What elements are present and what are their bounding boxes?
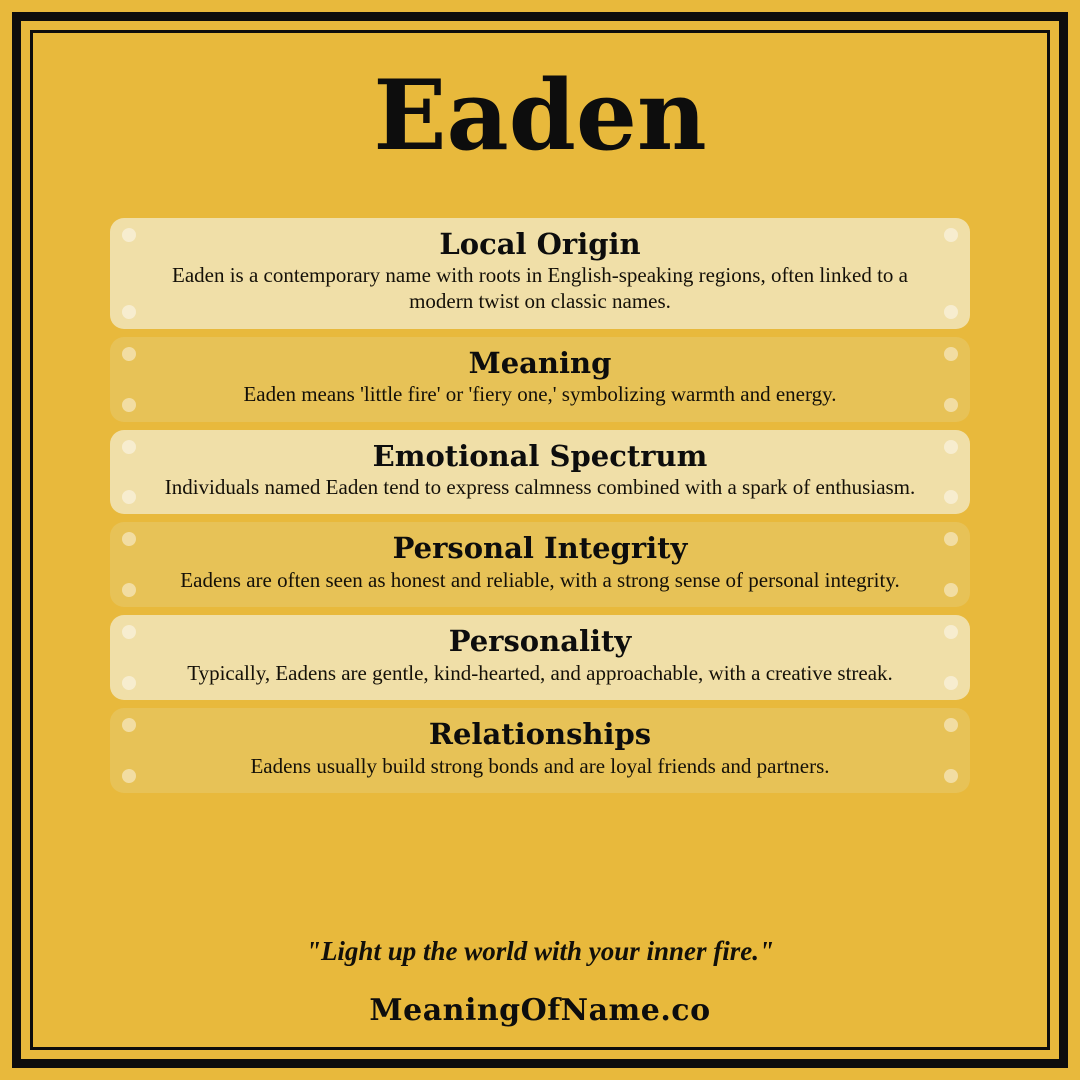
page-title: Eaden	[373, 59, 707, 172]
pin-dot-icon	[944, 532, 958, 546]
section-heading: Relationships	[428, 717, 652, 752]
pin-dot-icon	[122, 305, 136, 319]
section-heading: Emotional Spectrum	[372, 438, 708, 473]
pin-dot-icon	[122, 532, 136, 546]
section-heading: Personality	[448, 624, 632, 659]
pin-dot-icon	[944, 625, 958, 639]
pin-dot-icon	[944, 490, 958, 504]
pin-dot-icon	[122, 583, 136, 597]
pin-dot-icon	[944, 583, 958, 597]
pin-dot-icon	[944, 228, 958, 242]
pin-dot-icon	[944, 718, 958, 732]
section-heading: Personal Integrity	[392, 531, 688, 566]
section-heading: Local Origin	[439, 227, 641, 261]
section-body: Eaden means 'little fire' or 'fiery one,' symbolizing warmth and energy.	[243, 381, 837, 406]
section-card-personal-integrity	[110, 522, 970, 607]
section-body: Eaden is a contemporary name with roots in English-speaking regions, often linked to a modern twist on classic names.	[172, 263, 908, 313]
section-card-personality	[110, 615, 970, 700]
pin-dot-icon	[122, 769, 136, 783]
section-card-relationships	[110, 708, 970, 793]
pin-dot-icon	[944, 676, 958, 690]
pin-dot-icon	[944, 769, 958, 783]
section-card-local-origin	[110, 218, 970, 329]
pin-dot-icon	[944, 347, 958, 361]
section-card-meaning	[110, 337, 970, 422]
section-heading: Meaning	[468, 345, 612, 380]
brand-name: MeaningOfName.co	[369, 993, 711, 1028]
poster-footer	[46, 936, 1034, 1034]
pin-dot-icon	[122, 625, 136, 639]
pin-dot-icon	[122, 718, 136, 732]
section-body: Eadens usually build strong bonds and are loyal friends and partners.	[250, 753, 830, 778]
pin-dot-icon	[122, 440, 136, 454]
sections-list	[110, 218, 970, 793]
poster-content	[46, 46, 1034, 1034]
section-card-emotional-spectrum	[110, 430, 970, 515]
section-body: Typically, Eadens are gentle, kind-hearted, and approachable, with a creative streak.	[187, 660, 893, 685]
section-body: Individuals named Eaden tend to express calmness combined with a spark of enthusiasm.	[164, 474, 916, 499]
pin-dot-icon	[122, 347, 136, 361]
pin-dot-icon	[944, 398, 958, 412]
pin-dot-icon	[122, 490, 136, 504]
pin-dot-icon	[944, 305, 958, 319]
pin-dot-icon	[122, 228, 136, 242]
pin-dot-icon	[122, 398, 136, 412]
tagline-quote: "Light up the world with your inner fire."	[305, 936, 775, 966]
pin-dot-icon	[944, 440, 958, 454]
pin-dot-icon	[122, 676, 136, 690]
section-body: Eadens are often seen as honest and reliable, with a strong sense of personal integrity.	[180, 567, 900, 592]
